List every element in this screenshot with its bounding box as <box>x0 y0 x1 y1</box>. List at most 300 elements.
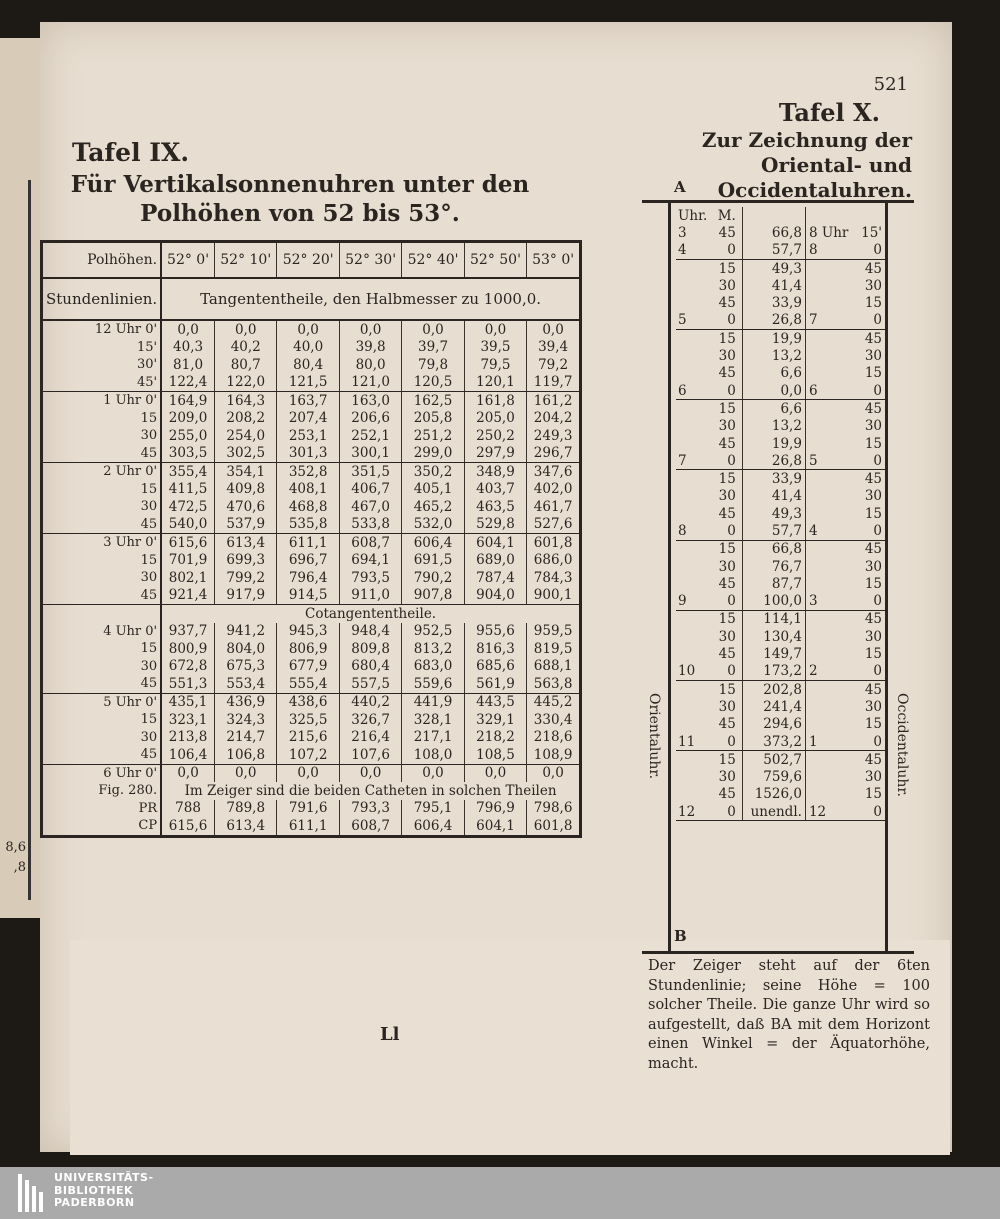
blank-cell <box>742 207 805 224</box>
table-cell: 294,6 <box>742 716 805 733</box>
table-cell <box>676 645 709 662</box>
table-row <box>43 534 579 552</box>
table-cell: 108,0 <box>402 746 464 764</box>
table-row <box>676 663 888 681</box>
table-cell: 81,0 <box>161 356 214 374</box>
table-cell: 215,6 <box>277 729 339 747</box>
table-cell: 49,3 <box>742 259 805 277</box>
table-cell: 8 <box>676 522 709 540</box>
table-cell <box>805 294 850 311</box>
hour-label: 12 Uhr 0' <box>43 320 161 339</box>
table-cell: 0 <box>850 733 888 751</box>
table-cell: 563,8 <box>527 675 579 693</box>
table-cell: 435,1 <box>161 693 214 711</box>
table-cell: 0,0 <box>339 764 401 782</box>
table-cell: 0 <box>709 242 742 260</box>
table-cell: 347,6 <box>527 463 579 481</box>
table-cell: 793,3 <box>339 800 401 818</box>
table-cell: 15 <box>718 400 736 417</box>
table-cell: 0,0 <box>402 764 464 782</box>
table-cell: 0 <box>709 312 742 330</box>
table-cell: 789,8 <box>215 800 277 818</box>
table-cell: 813,2 <box>402 640 464 658</box>
table-cell <box>805 330 850 348</box>
table-cell: 106,8 <box>215 746 277 764</box>
table-cell <box>676 488 709 505</box>
table-cell: 348,9 <box>464 463 526 481</box>
table-cell: 214,7 <box>215 729 277 747</box>
table-cell <box>676 347 709 364</box>
table-cell: 11 <box>676 733 709 751</box>
table-cell: 0,0 <box>277 320 339 339</box>
table-cell: 206,6 <box>339 410 401 428</box>
table-cell: 945,3 <box>277 623 339 641</box>
table-cell: 555,4 <box>277 675 339 693</box>
table-cell: 0,0 <box>161 764 214 782</box>
table-cell: 122,4 <box>161 374 214 392</box>
fig-row <box>43 782 579 800</box>
table-cell: 45 <box>864 611 882 628</box>
table-cell: 688,1 <box>527 658 579 676</box>
table-cell: 402,0 <box>527 481 579 499</box>
hour-label: 45 <box>43 516 161 534</box>
polhoehen-label: Polhöhen. <box>43 243 161 278</box>
table-cell: 49,3 <box>742 505 805 522</box>
table-cell: 15 <box>718 260 736 277</box>
table10-subtitle: Zur Zeichnung der Oriental- und Occidentaluhren. <box>701 128 912 202</box>
table-cell <box>805 435 850 452</box>
table-cell: 45 <box>718 365 736 382</box>
table-cell <box>676 628 709 645</box>
table-cell: 149,7 <box>742 645 805 662</box>
table-cell: 8 <box>805 242 850 260</box>
table-cell: 793,5 <box>339 569 401 587</box>
table-cell: 251,2 <box>402 427 464 445</box>
table-row <box>43 569 579 587</box>
table-cell: 26,8 <box>742 312 805 330</box>
table-cell <box>676 259 709 277</box>
table-cell: 411,5 <box>161 481 214 499</box>
table-cell: 15 <box>864 786 882 803</box>
table-cell: 784,3 <box>527 569 579 587</box>
library-line: PADERBORN <box>54 1196 135 1209</box>
table9-grid <box>43 243 579 835</box>
table-cell: 613,4 <box>215 817 277 835</box>
table-row <box>676 505 888 522</box>
table-cell: 13,2 <box>742 347 805 364</box>
table-cell: 255,0 <box>161 427 214 445</box>
table-cell: 15 <box>718 471 736 488</box>
table-row <box>676 259 888 277</box>
table-cell: 208,2 <box>215 410 277 428</box>
previous-page-fragment <box>0 180 31 900</box>
table-cell: 6,6 <box>742 365 805 382</box>
table-cell: 0,0 <box>215 320 277 339</box>
table-cell: 0 <box>709 593 742 611</box>
table-cell: 0,0 <box>277 764 339 782</box>
table-cell: 39,7 <box>402 339 464 357</box>
table-cell: 45 <box>864 751 882 768</box>
table-cell: 209,0 <box>161 410 214 428</box>
cotangent-caption-row <box>43 605 579 623</box>
blank-cell <box>850 207 888 224</box>
table-cell: 816,3 <box>464 640 526 658</box>
table-cell <box>676 716 709 733</box>
table-cell <box>805 540 850 558</box>
table-cell: 465,2 <box>402 498 464 516</box>
table9-header-row <box>43 243 579 278</box>
table-cell: 15' <box>861 224 882 241</box>
table-cell: 443,5 <box>464 693 526 711</box>
table-cell <box>676 365 709 382</box>
table-cell: 373,2 <box>742 733 805 751</box>
table-cell: 3 <box>805 593 850 611</box>
fig-caption: Im Zeiger sind die beiden Catheten in solchen Theilen <box>184 782 557 799</box>
table-cell <box>805 610 850 628</box>
table-cell: 3 <box>678 224 687 241</box>
table-cell <box>676 698 709 715</box>
table-cell: 699,3 <box>215 552 277 570</box>
table-cell: 351,5 <box>339 463 401 481</box>
cotangent-caption: Cotangententheile. <box>305 605 437 622</box>
table-cell: 323,1 <box>161 711 214 729</box>
table-cell <box>805 716 850 733</box>
table-cell: 532,0 <box>402 516 464 534</box>
table-row <box>676 522 888 540</box>
table-row <box>676 751 888 769</box>
table-cell: 604,1 <box>464 534 526 552</box>
table-cell: 30 <box>718 769 736 786</box>
table-cell: 252,1 <box>339 427 401 445</box>
table-cell: 0 <box>709 522 742 540</box>
table-cell: 5 <box>805 452 850 470</box>
table-cell <box>805 470 850 488</box>
table-cell: 0 <box>850 312 888 330</box>
table-row <box>676 435 888 452</box>
table-cell: 0,0 <box>339 320 401 339</box>
spacer <box>43 605 161 623</box>
table-cell: 0 <box>709 452 742 470</box>
table-cell <box>676 610 709 628</box>
table-cell: 30 <box>864 628 882 645</box>
table-cell: 121,0 <box>339 374 401 392</box>
table-cell: 350,2 <box>402 463 464 481</box>
table-row <box>43 392 579 410</box>
table-cell: 533,8 <box>339 516 401 534</box>
table-cell: 0 <box>709 803 742 821</box>
table-cell <box>676 540 709 558</box>
table-cell <box>805 786 850 803</box>
table-cell: 161,8 <box>464 392 526 410</box>
table-cell: 467,0 <box>339 498 401 516</box>
table-cell: 302,5 <box>215 445 277 463</box>
table-cell: 680,4 <box>339 658 401 676</box>
table-cell: 952,5 <box>402 623 464 641</box>
blank-cell <box>805 207 850 224</box>
table-row <box>676 452 888 470</box>
table9-subtitle: Für Vertikalsonnenuhren unter den Polhöhen von 52 bis 53°. <box>70 171 530 227</box>
table-cell: 540,0 <box>161 516 214 534</box>
table-cell <box>805 645 850 662</box>
table-cell: 4 <box>676 242 709 260</box>
table-cell: 537,9 <box>215 516 277 534</box>
table-cell: 759,6 <box>742 769 805 786</box>
table-cell: 249,3 <box>527 427 579 445</box>
table-cell: 30 <box>718 418 736 435</box>
table9-subheader-row <box>43 278 579 320</box>
table-cell: 40,2 <box>215 339 277 357</box>
table-cell: 606,4 <box>402 817 464 835</box>
table-cell: 677,9 <box>277 658 339 676</box>
column-header: 53° 0' <box>527 243 579 278</box>
table-cell: 8 Uhr <box>808 224 849 241</box>
orientaluhr-label: Orientaluhr. <box>646 693 662 780</box>
table-cell: 689,0 <box>464 552 526 570</box>
table-cell: 45 <box>718 435 736 452</box>
table-cell: 33,9 <box>742 294 805 311</box>
table-cell: 15 <box>864 646 882 663</box>
table-cell: 0 <box>850 452 888 470</box>
table-cell: 253,1 <box>277 427 339 445</box>
table-cell: 30 <box>864 488 882 505</box>
table-cell: 163,7 <box>277 392 339 410</box>
table-cell: 162,5 <box>402 392 464 410</box>
table-cell <box>676 505 709 522</box>
table10-header-row <box>676 207 888 224</box>
table-cell: 108,5 <box>464 746 526 764</box>
table-row <box>676 400 888 418</box>
table-cell: 45 <box>864 330 882 347</box>
table-cell <box>805 698 850 715</box>
table-cell <box>805 558 850 575</box>
library-line: UNIVERSITÄTS- <box>54 1171 154 1184</box>
hour-label: 3 Uhr 0' <box>43 534 161 552</box>
table-cell: 30 <box>864 558 882 575</box>
table-cell: 45 <box>718 505 736 522</box>
table-cell: 0 <box>709 382 742 400</box>
table-row <box>43 817 579 835</box>
table-cell <box>676 277 709 294</box>
table-cell: 691,5 <box>402 552 464 570</box>
table-cell: 461,7 <box>527 498 579 516</box>
table-cell: 173,2 <box>742 663 805 681</box>
table-row <box>676 277 888 294</box>
table-cell: 675,3 <box>215 658 277 676</box>
table-cell <box>805 575 850 592</box>
table-cell <box>805 751 850 769</box>
table-cell: 15 <box>718 611 736 628</box>
table-row <box>43 640 579 658</box>
table-cell: 130,4 <box>742 628 805 645</box>
uhr-header: Uhr. <box>678 207 708 224</box>
table-cell: 329,1 <box>464 711 526 729</box>
table-cell <box>676 418 709 435</box>
table-cell: 254,0 <box>215 427 277 445</box>
table-row <box>43 764 579 782</box>
table-cell: 30 <box>864 418 882 435</box>
table-cell: 45 <box>718 575 736 592</box>
table-cell: 551,3 <box>161 675 214 693</box>
table-cell <box>676 470 709 488</box>
table-cell: 809,8 <box>339 640 401 658</box>
table-cell: 791,6 <box>277 800 339 818</box>
table10 <box>642 200 914 954</box>
table-cell: 907,8 <box>402 587 464 605</box>
table-cell: 39,8 <box>339 339 401 357</box>
table-cell: 561,9 <box>464 675 526 693</box>
table-row <box>676 716 888 733</box>
table-row <box>43 320 579 339</box>
table-cell: 12 <box>805 803 850 821</box>
table-cell: 15 <box>718 541 736 558</box>
table-cell: 9 <box>676 593 709 611</box>
table-cell: 904,0 <box>464 587 526 605</box>
table-cell <box>676 681 709 699</box>
table-cell <box>805 681 850 699</box>
table-cell: 408,1 <box>277 481 339 499</box>
table10-rule <box>668 203 671 951</box>
table-cell: 403,7 <box>464 481 526 499</box>
table-cell: 615,6 <box>161 817 214 835</box>
table-cell: 686,0 <box>527 552 579 570</box>
table-cell: 611,1 <box>277 534 339 552</box>
table-cell: 604,1 <box>464 817 526 835</box>
table-cell <box>805 400 850 418</box>
table-cell: 937,7 <box>161 623 214 641</box>
table10-title: Tafel X. <box>778 98 880 127</box>
table-cell: 553,4 <box>215 675 277 693</box>
table-cell: 0 <box>850 803 888 821</box>
table-cell: 15 <box>864 575 882 592</box>
table-row <box>676 610 888 628</box>
table-cell: 217,1 <box>402 729 464 747</box>
table-row <box>43 746 579 764</box>
table-cell: 107,2 <box>277 746 339 764</box>
column-header: 52° 30' <box>339 243 401 278</box>
table-cell: 352,8 <box>277 463 339 481</box>
table-cell: 121,5 <box>277 374 339 392</box>
table10-label-b: B <box>674 927 687 945</box>
table-cell: 218,2 <box>464 729 526 747</box>
hour-label: 30 <box>43 498 161 516</box>
table-cell: 796,9 <box>464 800 526 818</box>
table-row <box>676 418 888 435</box>
column-header: 52° 40' <box>402 243 464 278</box>
table-row <box>676 382 888 400</box>
table-cell: 468,8 <box>277 498 339 516</box>
table-cell: 819,5 <box>527 640 579 658</box>
pr-label: PR <box>43 800 161 818</box>
hour-label: 45 <box>43 445 161 463</box>
table-row <box>43 339 579 357</box>
column-header: 52° 20' <box>277 243 339 278</box>
table-cell <box>805 628 850 645</box>
table-row <box>676 330 888 348</box>
table-cell: 921,4 <box>161 587 214 605</box>
table-cell: 799,2 <box>215 569 277 587</box>
hour-label: 30 <box>43 569 161 587</box>
table-cell: 57,7 <box>742 242 805 260</box>
table-cell: 790,2 <box>402 569 464 587</box>
table-row <box>676 628 888 645</box>
table-cell <box>676 294 709 311</box>
fig-label: Fig. 280. <box>43 782 161 800</box>
table-row <box>676 575 888 592</box>
table-cell: 788 <box>161 800 214 818</box>
table-row <box>43 729 579 747</box>
table-cell: 30 <box>718 277 736 294</box>
table-cell: 45 <box>718 295 736 312</box>
table-row <box>676 312 888 330</box>
table-cell: 527,6 <box>527 516 579 534</box>
signature-mark: Ll <box>380 1024 400 1045</box>
table-cell: 445,2 <box>527 693 579 711</box>
hour-label: 15 <box>43 711 161 729</box>
table-cell: 683,0 <box>402 658 464 676</box>
table-cell: 79,5 <box>464 356 526 374</box>
table-cell: unendl. <box>742 803 805 821</box>
table-row <box>43 356 579 374</box>
table-cell: 608,7 <box>339 534 401 552</box>
table-cell: 0 <box>709 733 742 751</box>
table-cell: 440,2 <box>339 693 401 711</box>
table-cell: 696,7 <box>277 552 339 570</box>
table-cell: 106,4 <box>161 746 214 764</box>
table-cell: 6 <box>676 382 709 400</box>
table-cell: 601,8 <box>527 534 579 552</box>
table-cell: 1 <box>805 733 850 751</box>
table-cell: 0,0 <box>402 320 464 339</box>
table10-note: Der Zeiger steht auf der 6ten Stundenlinie; seine Höhe = 100 solcher Theile. Die ganze Uhr wird so aufgestellt, daß BA mit dem Horizont einen Winkel = der Äquatorhöhe, macht. <box>648 958 930 1072</box>
table-cell: 441,9 <box>402 693 464 711</box>
fragment-text: ,8 <box>13 860 26 875</box>
table-cell: 299,0 <box>402 445 464 463</box>
table-cell: 45 <box>718 224 736 241</box>
table-cell: 30 <box>718 628 736 645</box>
table-cell: 241,4 <box>742 698 805 715</box>
table-cell: 30 <box>718 698 736 715</box>
table-cell: 0,0 <box>464 764 526 782</box>
table-cell: 613,4 <box>215 534 277 552</box>
table-cell: 611,1 <box>277 817 339 835</box>
stundenlinien-label: Stundenlinien. <box>43 278 161 320</box>
hour-label: 15 <box>43 640 161 658</box>
table-cell: 2 <box>805 663 850 681</box>
table-cell <box>805 277 850 294</box>
table-cell: 10 <box>676 663 709 681</box>
table-cell: 941,2 <box>215 623 277 641</box>
minutes-header: M. <box>717 207 736 224</box>
hour-label: 1 Uhr 0' <box>43 392 161 410</box>
table-cell: 326,7 <box>339 711 401 729</box>
table-cell: 45 <box>864 541 882 558</box>
table-row <box>676 488 888 505</box>
column-header: 52° 10' <box>215 243 277 278</box>
table-cell: 30 <box>864 348 882 365</box>
hour-label: 5 Uhr 0' <box>43 693 161 711</box>
table-cell: 40,0 <box>277 339 339 357</box>
table-row <box>43 516 579 534</box>
table-row <box>43 498 579 516</box>
table-cell: 300,1 <box>339 445 401 463</box>
table-cell: 557,5 <box>339 675 401 693</box>
table-cell: 5 <box>676 312 709 330</box>
hour-label: 45 <box>43 746 161 764</box>
table-cell: 119,7 <box>527 374 579 392</box>
table-cell: 608,7 <box>339 817 401 835</box>
table-cell: 15 <box>718 751 736 768</box>
table-cell: 15 <box>864 295 882 312</box>
